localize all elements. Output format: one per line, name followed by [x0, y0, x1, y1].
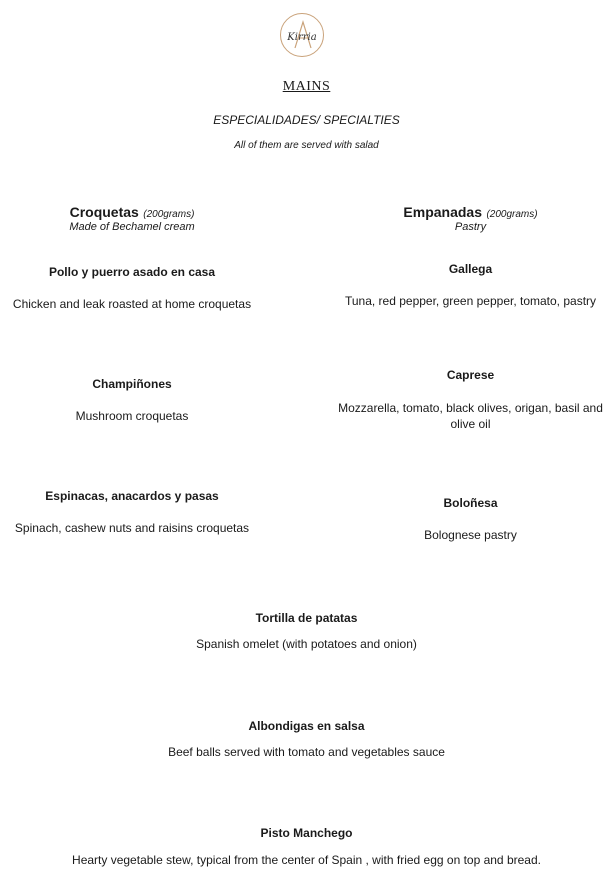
main-item-name: Tortilla de patatas: [255, 611, 358, 625]
croquetas-subtitle: Made of Bechamel cream: [69, 221, 195, 233]
croquetas-heading: [0, 204, 264, 222]
croquetas-item-desc: Mushroom croquetas: [75, 409, 189, 423]
croquetas-item-desc: Chicken and leak roasted at home croquetas: [12, 297, 252, 311]
empanadas-item-desc: Tuna, red pepper, green pepper, tomato, pastry: [344, 294, 597, 308]
croquetas-item-name: Espinacas, anacardos y pasas: [45, 489, 219, 503]
empanadas-heading: [328, 204, 613, 222]
main-item-name: Pisto Manchego: [260, 826, 353, 840]
empanadas-item-name: Boloñesa: [443, 496, 498, 510]
croquetas-item-name: Champiñones: [92, 377, 172, 391]
main-item-desc: Hearty vegetable stew, typical from the center of Spain , with fried egg on top and bread.: [72, 853, 541, 867]
empanadas-item-name: Gallega: [448, 262, 493, 276]
empanadas-title: Empanadas: [403, 204, 482, 220]
croquetas-grams: (200grams): [143, 209, 195, 220]
croquetas-title: Croquetas: [69, 204, 139, 220]
empanadas-item-name: Caprese: [446, 368, 495, 382]
empanadas-subtitle: Pastry: [454, 221, 487, 233]
served-note: All of them are served with salad: [234, 140, 379, 151]
empanadas-item-desc: Bolognese pastry: [424, 528, 517, 542]
logo-text: Kirria: [287, 32, 317, 43]
croquetas-item-name: Pollo y puerro asado en casa: [48, 265, 216, 279]
menu-subtitle: ESPECIALIDADES/ SPECIALTIES: [213, 113, 400, 127]
main-item-desc: Spanish omelet (with potatoes and onion): [196, 637, 417, 651]
main-item-name: Albondigas en salsa: [248, 719, 365, 733]
menu-section-title: MAINS: [282, 79, 331, 94]
empanadas-grams: (200grams): [486, 209, 538, 220]
restaurant-logo: [280, 13, 324, 57]
empanadas-item-desc: Mozzarella, tomato, black olives, origan, basil and olive oil: [338, 401, 603, 431]
main-item-desc: Beef balls served with tomato and vegetables sauce: [168, 745, 445, 759]
croquetas-item-desc: Spinach, cashew nuts and raisins croquetas: [14, 521, 250, 535]
